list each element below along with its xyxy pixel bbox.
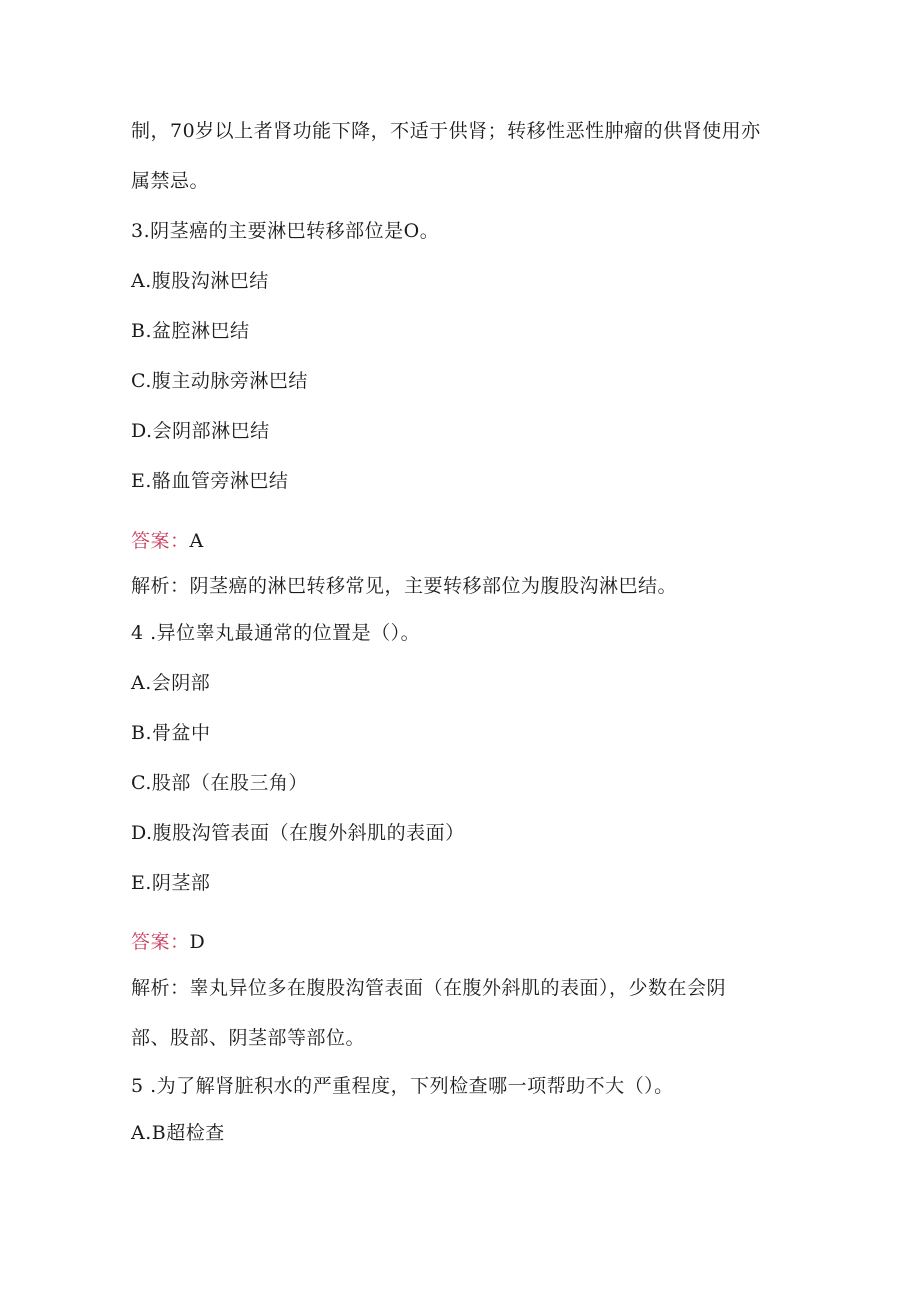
question-4-analysis-cont: 部、股部、阴茎部等部位。 [131,1027,366,1049]
answer-value: D [189,931,206,953]
question-3-option-d: D.会阴部淋巴结 [131,420,270,442]
answer-value: A [189,530,204,552]
question-4: 4 .异位睾丸最通常的位置是（）。 [131,622,421,644]
question-3-option-b: B.盆腔淋巴结 [131,320,250,342]
question-4-option-d: D.腹股沟管表面（在腹外斜肌的表面） [131,822,465,844]
question-3-analysis: 解析：阴茎癌的淋巴转移常见，主要转移部位为腹股沟淋巴结。 [131,575,678,597]
question-3-option-e: E.骼血管旁淋巴结 [131,470,289,492]
question-3: 3.阴茎癌的主要淋巴转移部位是O。 [131,220,440,242]
answer-label: 答案： [131,530,190,552]
question-4-option-b: B.骨盆中 [131,722,211,744]
question-4-answer [131,930,205,954]
text-line: 属禁忌。 [131,170,210,192]
question-4-option-c: C.股部（在股三角） [131,772,308,794]
question-3-option-a: A.腹股沟淋巴结 [131,270,269,292]
question-5-option-a: A.B超检查 [131,1122,225,1144]
answer-label: 答案： [131,931,190,953]
question-3-option-c: C.腹主动脉旁淋巴结 [131,370,308,392]
question-5: 5 .为了解肾脏积水的严重程度，下列检查哪一项帮助不大（）。 [131,1075,674,1097]
question-4-analysis: 解析：睾丸异位多在腹股沟管表面（在腹外斜肌的表面），少数在会阴 [131,977,727,999]
question-4-option-e: E.阴茎部 [131,872,211,894]
question-4-option-a: A.会阴部 [131,672,211,694]
question-3-answer [131,529,204,553]
text-line: 制，70岁以上者肾功能下降，不适于供肾；转移性恶性肿瘤的供肾使用亦 [131,120,761,142]
